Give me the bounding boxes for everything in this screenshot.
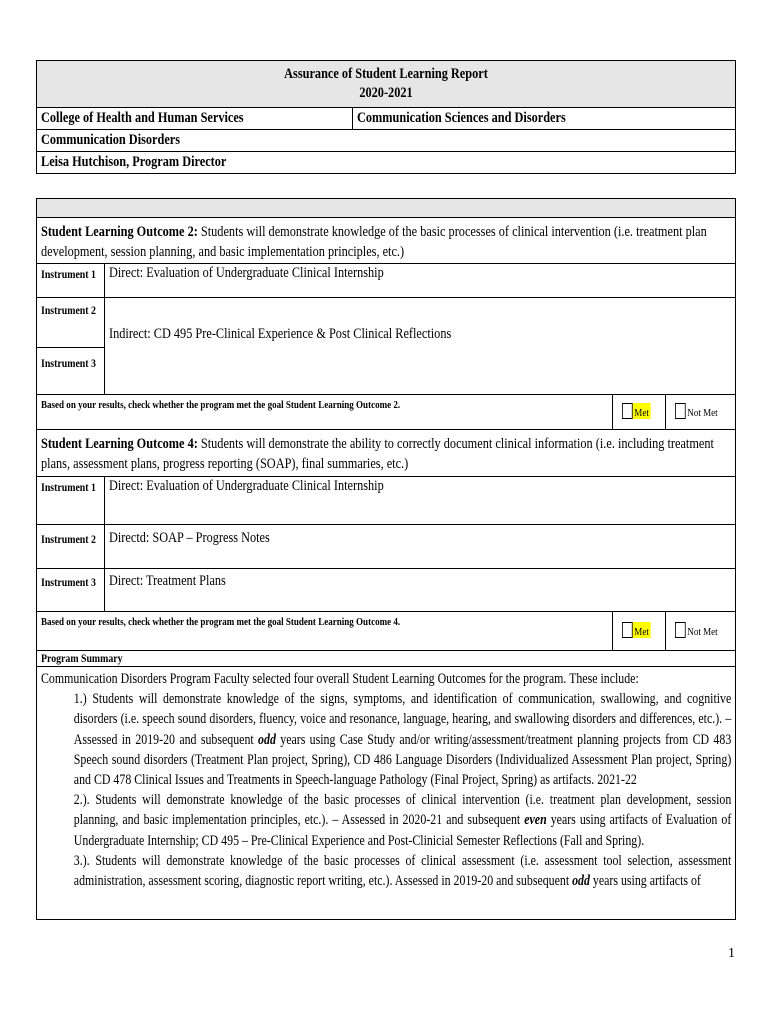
program-director: Leisa Hutchison, Program Director bbox=[41, 154, 227, 170]
summary-item-3 bbox=[74, 851, 731, 891]
slo4-question-cell bbox=[37, 612, 613, 651]
program-cell bbox=[37, 130, 736, 152]
slo4-text: Students will demonstrate the ability to correctly document clinical information (i.e. including treatment plans, assessment plans, progress reporting (SOAP), final summaries, etc.) bbox=[41, 436, 714, 472]
slo4-instrument3-value: Direct: Treatment Plans bbox=[109, 573, 226, 589]
slo4-not-met-option[interactable] bbox=[675, 622, 718, 638]
report-header-table bbox=[36, 60, 736, 174]
slo2-text: Students will demonstrate knowledge of the basic processes of clinical intervention (i.e. treatment plan development, session planning, and basic implementation principles, etc.) bbox=[41, 224, 707, 260]
section-grey-bar bbox=[37, 199, 736, 218]
slo2-statement-cell bbox=[37, 218, 736, 264]
spacer bbox=[36, 174, 735, 198]
page-number: 1 bbox=[728, 946, 735, 961]
slo4-not-met-cell bbox=[666, 612, 736, 651]
summary-item-2-text-b: years using artifacts of Evaluation of Undergraduate Internship; CD 495 – Pre-Clinical Experience and Post-Clinicial Semester Reflections (Fall and Spring). bbox=[73, 812, 732, 849]
summary-item-1-emphasis: odd bbox=[258, 731, 276, 748]
slo4-instrument2-label-cell bbox=[37, 525, 105, 569]
slo4-question: Based on your results, check whether the program met the goal Student Learning Outcome 4. bbox=[41, 616, 401, 628]
slo4-instrument2-value: Directd: SOAP – Progress Notes bbox=[109, 530, 270, 546]
slo4-instrument2-label: Instrument 2 bbox=[41, 532, 96, 546]
slo2-not-met-checkbox[interactable] bbox=[675, 403, 686, 419]
slo2-instrument3-label-cell bbox=[37, 348, 105, 395]
slo2-statement bbox=[41, 222, 731, 262]
department-cell bbox=[353, 108, 736, 130]
report-title-cell bbox=[37, 61, 736, 108]
slo2-instrument2-value: Indirect: CD 495 Pre-Clinical Experience & Post Clinical Reflections bbox=[109, 326, 452, 342]
slo4-met-cell bbox=[613, 612, 666, 651]
slo2-met-checkbox[interactable] bbox=[622, 403, 633, 419]
slo4-met-label: Met bbox=[633, 626, 649, 638]
report-sheet bbox=[36, 60, 735, 920]
summary-intro: Communication Disorders Program Faculty selected four overall Student Learning Outcomes for the program. These include: bbox=[41, 671, 639, 687]
slo4-not-met-label: Not Met bbox=[686, 626, 718, 638]
slo2-met-cell bbox=[613, 395, 666, 430]
summary-item-2 bbox=[74, 790, 731, 851]
slo2-met-label: Met bbox=[633, 407, 649, 419]
report-year: 2020-2021 bbox=[359, 85, 413, 101]
slo4-met-option[interactable] bbox=[622, 622, 650, 638]
slo2-instrument3-label: Instrument 3 bbox=[41, 356, 96, 370]
slo4-instrument3-value-cell bbox=[105, 569, 736, 612]
slo2-instrument2-value-cell bbox=[105, 298, 736, 395]
slo4-not-met-checkbox[interactable] bbox=[675, 622, 686, 638]
slo2-not-met-option[interactable] bbox=[675, 403, 718, 419]
slo2-question-cell bbox=[37, 395, 613, 430]
slo4-instrument2-value-cell bbox=[105, 525, 736, 569]
department-name: Communication Sciences and Disorders bbox=[357, 110, 566, 126]
college-cell bbox=[37, 108, 353, 130]
slo4-instrument1-label-cell bbox=[37, 477, 105, 525]
slo2-label: Student Learning Outcome 2: bbox=[41, 224, 198, 240]
slo4-statement-cell bbox=[37, 430, 736, 477]
slo2-instrument2-label-cell bbox=[37, 298, 105, 348]
director-cell bbox=[37, 152, 736, 174]
slo2-not-met-label: Not Met bbox=[686, 407, 718, 419]
summary-item-3-text-a: 3.). Students will demonstrate knowledge of the basic processes of clinical assessment (i.e. assessment tool selection, assessment administration, assessment scoring, diagnostic report writing, etc.). Assessed in 2019-20 and subsequent bbox=[73, 852, 732, 890]
slo4-label: Student Learning Outcome 4: bbox=[41, 436, 198, 452]
program-summary-body-cell bbox=[37, 667, 736, 920]
slo2-instrument1-value: Direct: Evaluation of Undergraduate Clinical Internship bbox=[109, 265, 384, 281]
summary-item-1-text-b: years using Case Study and/or writing/assessment/treatment planning projects from CD 483 Speech sound disorders (Treatment Plan project, Spring), CD 486 Language Disorders (Individualized Assessment Plan project, Spring) and CD 478 Clinical Issues and Treatments in Speech-language Pathology (Final Project, Spring) as artifacts. 2021-22 bbox=[73, 731, 732, 789]
slo4-instrument1-label: Instrument 1 bbox=[41, 480, 96, 494]
summary-item-3-emphasis: odd bbox=[572, 873, 590, 890]
slo2-instrument1-value-cell bbox=[105, 264, 736, 298]
slo2-not-met-cell bbox=[666, 395, 736, 430]
slo4-instrument1-value-cell bbox=[105, 477, 736, 525]
summary-item-1 bbox=[74, 689, 731, 790]
report-title: Assurance of Student Learning Report bbox=[284, 66, 488, 82]
slo2-met-option[interactable] bbox=[622, 403, 650, 419]
slo2-question: Based on your results, check whether the program met the goal Student Learning Outcome 2. bbox=[41, 399, 401, 411]
summary-item-1-text-a: 1.) Students will demonstrate knowledge of the signs, symptoms, and identification of communication, swallowing, and cognitive disorders (i.e. speech sound disorders, fluency, voice and resonance, language, hearing, and swallowing disorders and differences, etc.). – Assessed in 2019-20 and subsequent bbox=[73, 691, 732, 748]
slo2-instrument2-label: Instrument 2 bbox=[41, 303, 96, 317]
program-summary-label-cell bbox=[37, 651, 736, 667]
slo2-instrument1-label: Instrument 1 bbox=[41, 267, 96, 281]
slo4-instrument1-value: Direct: Evaluation of Undergraduate Clinical Internship bbox=[109, 478, 384, 494]
slo4-instrument3-label-cell bbox=[37, 569, 105, 612]
program-summary-label: Program Summary bbox=[41, 651, 123, 665]
slo4-instrument3-label: Instrument 3 bbox=[41, 575, 96, 589]
program-summary-body bbox=[41, 669, 731, 891]
program-name: Communication Disorders bbox=[41, 132, 181, 148]
summary-item-3-text-b: years using artifacts of bbox=[589, 873, 701, 890]
slo4-met-checkbox[interactable] bbox=[622, 622, 633, 638]
slo4-statement bbox=[41, 434, 731, 474]
college-name: College of Health and Human Services bbox=[41, 110, 244, 126]
summary-item-2-emphasis: even bbox=[524, 812, 547, 829]
slo-table bbox=[36, 198, 736, 920]
summary-item-2-text-a: 2.). Students will demonstrate knowledge of the basic processes of clinical intervention (i.e. treatment plan development, session planning, and basic implementation principles, etc.). – Assessed in 2020-21 and subsequent bbox=[73, 792, 732, 829]
slo2-instrument1-label-cell bbox=[37, 264, 105, 298]
